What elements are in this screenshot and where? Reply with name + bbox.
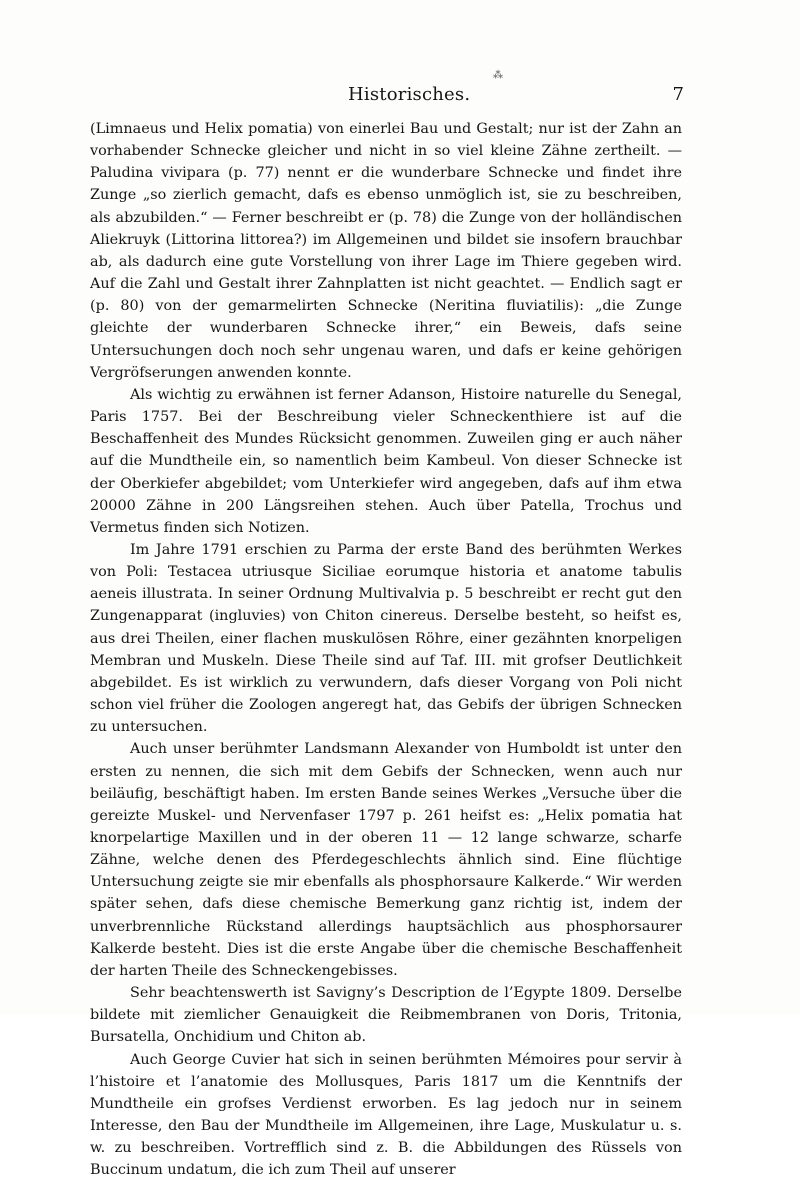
page-number: 7 xyxy=(672,84,684,105)
body-text xyxy=(90,118,682,1182)
paragraph-poli: Im Jahre 1791 erschien zu Parma der erste Band des berühmten Werkes von Poli: Testacea utriusque Siciliae eorumque historia et anatome tabulis aeneis illustrata. In seiner Ordnung Multivalvia p. 5 beschreibt er recht gut den Zungenapparat (ingluvies) von Chiton cinereus. Derselbe besteht, so heifst es, aus drei Theilen, einer flachen muskulösen Röhre, einer gezähnten knorpeligen Membran und Muskeln. Diese Theile sind auf Taf. III. mit grofser Deutlichkeit abgebildet. Es ist wirklich zu verwundern, dafs dieser Vorgang von Poli nicht schon viel früher die Zoologen angeregt hat, das Gebifs der übrigen Schnecken zu untersuchen. xyxy=(90,541,682,736)
paragraph-cuvier: Auch George Cuvier hat sich in seinen berühmten Mémoires pour servir à l’histoire et l’anatomie des Mollusques, Paris 1817 um die Kenntnifs der Mundtheile ein grofses Verdienst erworben. Es lag jedoch nur in seinem Interesse, den Bau der Mundtheile im Allgemeinen, ihre Lage, Muskulatur u. s. w. zu beschreiben. Vortrefflich sind z. B. die Abbildungen des Rüssels von Buccinum undatum, die ich zum Theil auf unserer xyxy=(90,1051,682,1179)
page-header-title: Historisches. xyxy=(348,84,471,105)
running-head xyxy=(90,84,690,108)
paragraph-humboldt: Auch unser berühmter Landsmann Alexander von Humboldt ist unter den ersten zu nennen, die sich mit dem Gebifs der Schnecken, wenn auch nur beiläufig, beschäftigt haben. Im ersten Bande seines Werkes „Versuche über die gereizte Muskel- und Nervenfaser 1797 p. 261 heifst es: „Helix pomatia hat knorpelartige Maxillen und in der oberen 11 — 12 lange schwarze, scharfe Zähne, welche denen des Pferdegeschlechts ähnlich sind. Eine flüchtige Untersuchung zeigte sie mir ebenfalls als phosphorsaure Kalkerde.“ Wir werden später sehen, dafs diese chemische Bemerkung ganz richtig ist, indem der unverbrennliche Rückstand allerdings hauptsächlich aus phosphorsaurer Kalkerde besteht. Dies ist die erste Angabe über die chemische Beschaffenheit der harten Theile des Schneckengebisses. xyxy=(90,741,682,979)
paragraph-savigny: Sehr beachtenswerth ist Savigny’s Description de l’Egypte 1809. Derselbe bildete mit ziemlicher Genauigkeit die Reibmembranen von Doris, Tritonia, Bursatella, Onchidium und Chiton ab. xyxy=(90,985,682,1046)
paragraph-adanson: Als wichtig zu erwähnen ist ferner Adanson, Histoire naturelle du Senegal, Paris 1757. Bei der Beschreibung vieler Schneckenthiere ist auf die Beschaffenheit des Mundes Rücksicht genommen. Zuweilen ging er auch näher auf die Mundtheile ein, so namentlich beim Kambeul. Von dieser Schnecke ist der Oberkiefer abgebildet; vom Unterkiefer wird angegeben, dafs auf ihm etwa 20000 Zähne in 200 Längsreihen stehen. Auch über Patella, Trochus und Vermetus finden sich Notizen. xyxy=(90,386,682,536)
paragraph-leeuwenhoek: (Limnaeus und Helix pomatia) von einerlei Bau und Gestalt; nur ist der Zahn an vorhabender Schnecke gleicher und nicht in so viel kleine Zähne zertheilt. — Paludina vivipara (p. 77) nennt er die wunderbare Schnecke und findet ihre Zunge „so zierlich gemacht, dafs es ebenso unmöglich ist, sie zu beschreiben, als abzubilden.“ — Ferner beschreibt er (p. 78) die Zunge von der holländischen Aliekruyk (Littorina littorea?) im Allgemeinen und bildet sie insofern brauchbar ab, als dadurch eine gute Vorstellung von ihrer Lage im Thiere gegeben wird. Auf die Zahl und Gestalt ihrer Zahnplatten ist nicht geachtet. — Endlich sagt er (p. 80) von der gemarmelirten Schnecke (Neritina fluviatilis): „die Zunge gleichte der wunderbaren Schnecke ihrer,“ ein Beweis, dafs seine Untersuchungen doch noch sehr ungenau waren, und dafs er keine gehörigen Vergröfserungen anwenden konnte. xyxy=(90,121,682,381)
ornament-mark: ⁂ xyxy=(493,70,503,81)
